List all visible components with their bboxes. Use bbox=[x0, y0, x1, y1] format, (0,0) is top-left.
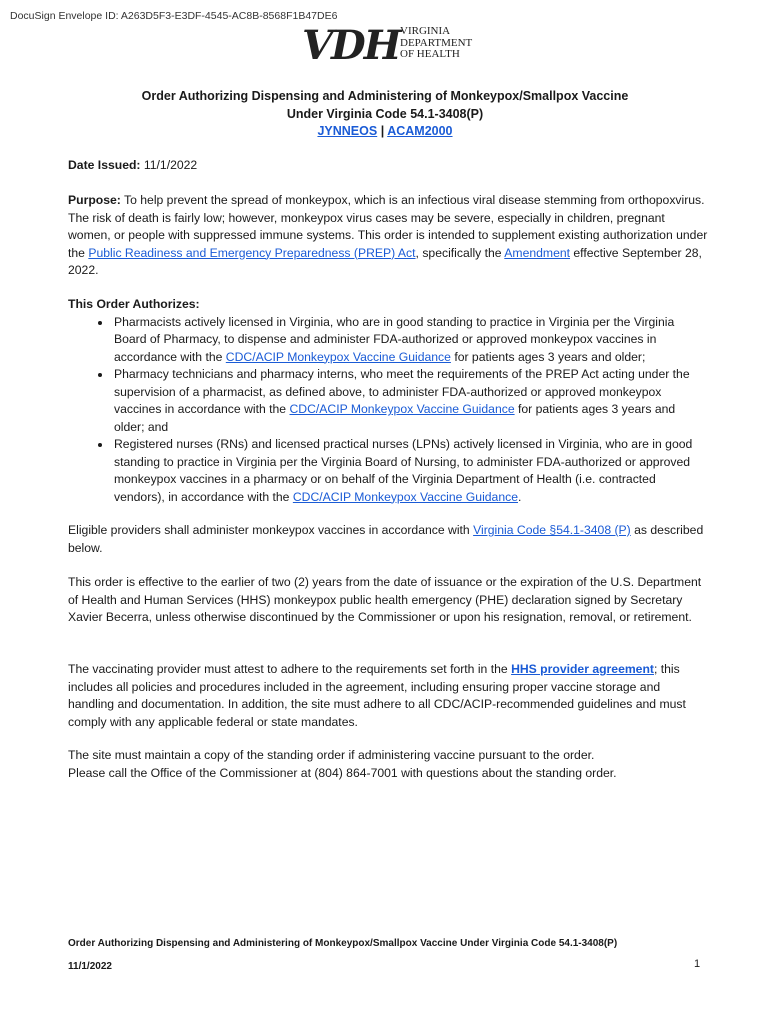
jynneos-link[interactable]: JYNNEOS bbox=[317, 124, 378, 138]
eligible-text-1: Eligible providers shall administer monkeypox vaccines in accordance with bbox=[68, 523, 470, 537]
logo-line-1: VIRGINIA bbox=[400, 25, 451, 37]
virginia-code-link[interactable]: Virginia Code §54.1-3408 (P) bbox=[473, 523, 631, 537]
logo-line-2: DEPARTMENT bbox=[400, 36, 473, 49]
attest-text-2: ; this includes all policies and procedures included in the agreement, including ensuring proper vaccine storage and handling and documentation. In addition, the site must adhere to all CDC/ACIP-recommended guidelines and must comply with any applicable federal or state mandates. bbox=[68, 662, 686, 729]
authorizes-list bbox=[68, 314, 708, 507]
authorizes-section bbox=[68, 296, 708, 506]
title-separator: | bbox=[377, 124, 388, 138]
title-links bbox=[0, 124, 770, 138]
eligible-text-2: as described below. bbox=[68, 523, 704, 555]
date-issued bbox=[68, 157, 708, 175]
list-item bbox=[112, 314, 708, 367]
list-item-text: . bbox=[517, 489, 522, 504]
purpose-text-3: effective September 28, 2022. bbox=[68, 245, 702, 277]
logo-mark: VDH bbox=[302, 22, 400, 69]
list-item bbox=[112, 366, 708, 436]
list-item-text: Pharmacists actively licensed in Virginia, who are in good standing to practice in Virginia per the Virginia Board of Pharmacy, to dispense and administer FDA-authorized or approved monkeypox vaccines in accordance with the bbox=[114, 314, 675, 364]
list-item-text: for patients ages 3 years and older; and bbox=[114, 402, 676, 434]
attest-paragraph bbox=[68, 661, 708, 731]
list-item-text: for patients ages 3 years and older; bbox=[454, 349, 646, 364]
purpose-paragraph bbox=[68, 192, 708, 280]
footer-title: Order Authorizing Dispensing and Administering of Monkeypox/Smallpox Vaccine Under Virginia Code 54.1-3408(P) bbox=[68, 938, 618, 949]
vdh-logo bbox=[302, 22, 473, 70]
logo-line-3: OF HEALTH bbox=[400, 48, 460, 60]
authorizes-heading: This Order Authorizes: bbox=[68, 297, 200, 311]
envelope-id: DocuSign Envelope ID: A263D5F3-E3DF-4545-AC8B-8568F1B47DE6 bbox=[10, 10, 338, 22]
purpose-text-2: , specifically the bbox=[415, 245, 502, 260]
footer-date: 11/1/2022 bbox=[68, 961, 112, 972]
purpose-label: Purpose: bbox=[68, 193, 121, 207]
title-line-1: Order Authorizing Dispensing and Administering of Monkeypox/Smallpox Vaccine bbox=[141, 89, 629, 103]
acam2000-link[interactable]: ACAM2000 bbox=[387, 124, 453, 138]
closing-paragraph bbox=[68, 747, 708, 782]
attest-text-1: The vaccinating provider must attest to adhere to the requirements set forth in the bbox=[68, 662, 508, 676]
closing-line-2: Please call the Office of the Commissioner at (804) 864-7001 with questions about the standing order. bbox=[68, 765, 617, 780]
hhs-provider-agreement-link[interactable]: HHS provider agreement bbox=[511, 662, 654, 676]
date-issued-value: 11/1/2022 bbox=[143, 158, 198, 172]
cdc-guidance-link[interactable]: CDC/ACIP Monkeypox Vaccine Guidance bbox=[225, 349, 451, 364]
closing-line-1: The site must maintain a copy of the standing order if administering vaccine pursuant to the order. bbox=[68, 748, 595, 762]
effective-paragraph: This order is effective to the earlier of two (2) years from the date of issuance or the expiration of the U.S. Department of Health and Human Services (HHS) monkeypox public health emergency (PHE) declaration signed by Secretary Xavier Becerra, unless otherwise discontinued by the Commissioner or upon his resignation, removal, or retirement. bbox=[68, 575, 702, 624]
prep-act-link[interactable]: Public Readiness and Emergency Preparedness (PREP) Act bbox=[88, 245, 416, 260]
logo-text bbox=[400, 26, 472, 61]
date-issued-label: Date Issued: bbox=[68, 158, 141, 172]
list-item bbox=[112, 436, 708, 506]
eligible-paragraph bbox=[68, 522, 708, 557]
list-item-text: Pharmacy technicians and pharmacy interns, who meet the requirements of the PREP Act acting under the supervision of a pharmacist, as defined above, to administer FDA-authorized or approved monkeypox vaccines in accordance with the bbox=[114, 367, 690, 416]
cdc-guidance-link[interactable]: CDC/ACIP Monkeypox Vaccine Guidance bbox=[289, 402, 515, 416]
amendment-link[interactable]: Amendment bbox=[504, 245, 571, 260]
cdc-guidance-link[interactable]: CDC/ACIP Monkeypox Vaccine Guidance bbox=[292, 489, 518, 504]
list-item-text: Registered nurses (RNs) and licensed practical nurses (LPNs) actively licensed in Virginia, who are in good standing to practice in Virginia per the Virginia Board of Nursing, to administer FDA-authorized or approved monkeypox vaccines in a pharmacy or on behalf of the Virginia Department of Health (i.e. contracted vendors), in accordance with the bbox=[114, 437, 693, 504]
page-number: 1 bbox=[694, 958, 701, 970]
title-line-2: Under Virginia Code 54.1-3408(P) bbox=[286, 107, 484, 121]
purpose-text-1: To help prevent the spread of monkeypox, which is an infectious viral disease stemming from orthopoxvirus. The risk of death is fairly low; however, monkeypox virus cases may be severe, especially in children, pregnant women, or people with suppressed immune systems. This order is intended to supplement existing authorization under the bbox=[68, 193, 708, 260]
